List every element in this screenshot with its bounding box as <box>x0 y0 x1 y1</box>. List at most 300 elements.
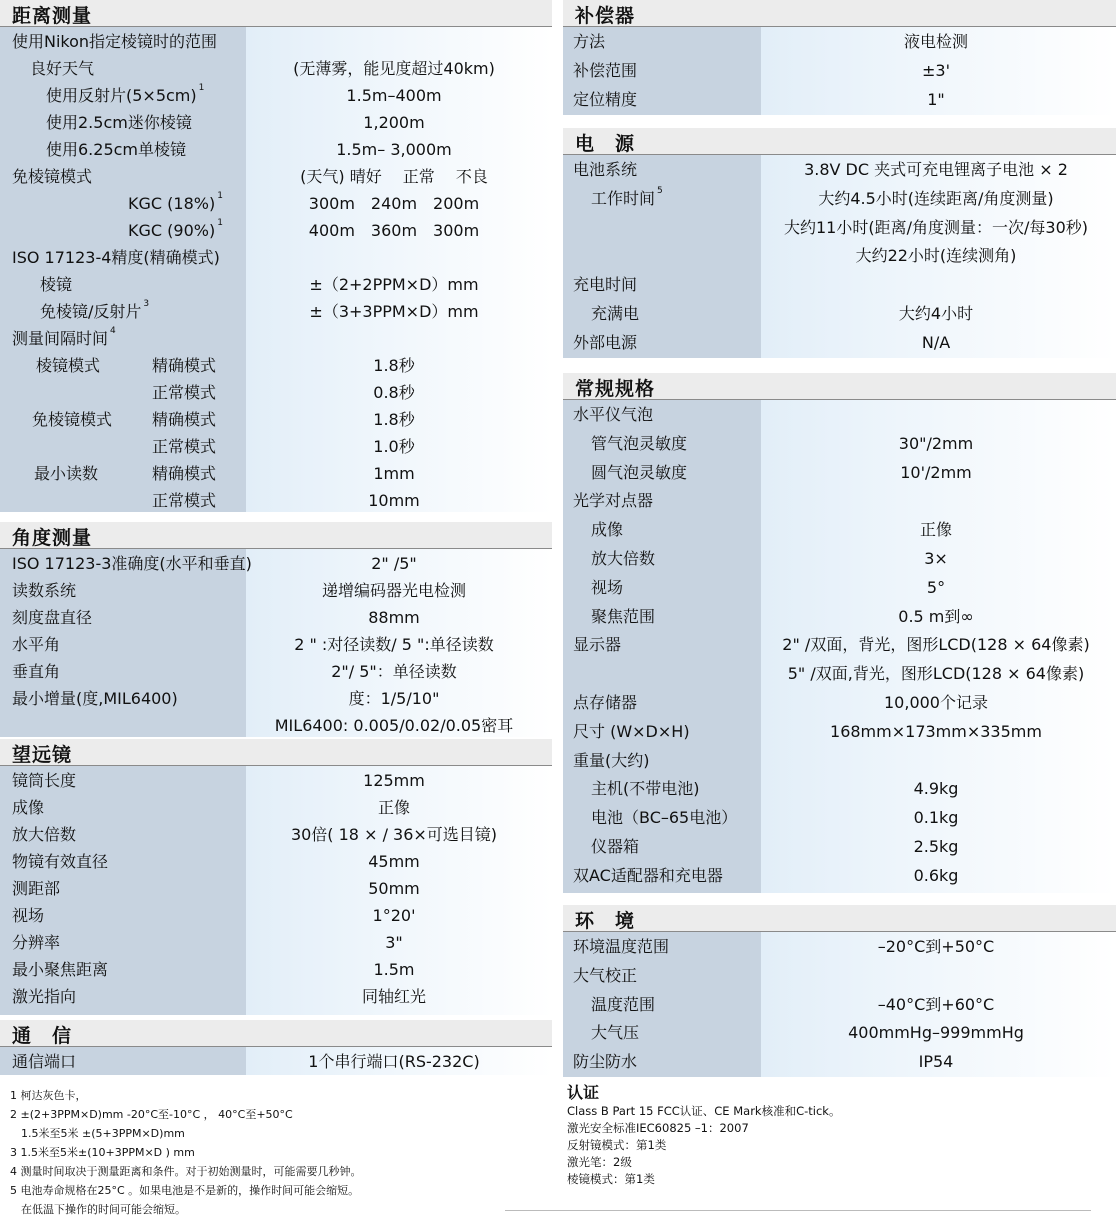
section-title: 通 信 <box>12 1025 73 1047</box>
spec-value: IP54 <box>918 1052 954 1072</box>
spec-label <box>12 163 92 190</box>
spec-value: 1.0秒 <box>373 437 415 456</box>
spec-row <box>0 433 552 460</box>
spec-row <box>0 82 552 109</box>
spec-sublabel: 精确模式 <box>152 410 217 429</box>
section-title: 环 境 <box>575 910 636 932</box>
spec-row <box>563 329 1116 358</box>
spec-row <box>0 658 552 685</box>
spec-row <box>0 929 552 956</box>
spec-label <box>573 1048 637 1077</box>
spec-value: 递增编码器光电检测 <box>321 581 466 600</box>
spec-value: 正像 <box>919 520 952 540</box>
spec-sublabel: 精确模式 <box>152 356 217 375</box>
certification-line: 激光笔：2级 <box>567 1155 632 1169</box>
section-header <box>563 0 1116 27</box>
certification-line: 棱镜模式：第1类 <box>567 1172 655 1186</box>
spec-value: 300m 240m 200m <box>308 194 480 213</box>
spec-value: N/A <box>921 332 951 352</box>
section-title: 补偿器 <box>575 5 636 27</box>
spec-label-text: 尺寸 (W×D×H) <box>573 721 690 741</box>
footnote-marker: 5 <box>657 185 663 196</box>
spec-label <box>12 767 76 794</box>
spec-label <box>573 401 653 430</box>
spec-label <box>12 658 60 685</box>
spec-label-text: ISO 17123-3准确度(水平和垂直) <box>12 554 252 573</box>
spec-value: 0.5 m到∞ <box>898 606 974 626</box>
spec-label-text: 点存储器 <box>573 693 638 712</box>
spec-value: 1.5m <box>373 960 415 979</box>
spec-label <box>573 57 637 86</box>
spec-label-text: 镜筒长度 <box>12 771 77 790</box>
spec-row <box>563 242 1116 271</box>
spec-label <box>591 185 663 214</box>
spec-label <box>573 28 605 57</box>
spec-label <box>573 156 637 185</box>
spec-label <box>591 991 655 1020</box>
spec-row <box>563 775 1116 804</box>
spec-row <box>0 821 552 848</box>
spec-value: 0.6kg <box>913 865 959 885</box>
spec-row <box>563 804 1116 833</box>
section-header <box>0 0 552 27</box>
spec-label <box>591 603 655 632</box>
spec-value: 3.8V DC 夹式可充电锂离子电池 × 2 <box>804 160 1068 179</box>
spec-label-text: KGC (90%) <box>128 221 216 240</box>
spec-label-text: 免棱镜模式 <box>32 410 113 429</box>
spec-value: 1.5m– 3,000m <box>336 140 452 159</box>
spec-label-text: 放大倍数 <box>12 825 77 844</box>
spec-label-text: 免棱镜模式 <box>12 167 93 186</box>
spec-row <box>0 406 552 433</box>
spec-label-text: 电池系统 <box>573 160 638 179</box>
spec-label-text: 通信端口 <box>12 1052 77 1071</box>
footnote-marker: 4 <box>110 326 116 336</box>
spec-section <box>0 1020 552 1075</box>
spec-label <box>573 329 637 358</box>
spec-label <box>46 82 204 109</box>
spec-label-text: 使用Nikon指定棱镜时的范围 <box>12 32 218 51</box>
spec-value: 30倍( 18 × / 36×可选目镜) <box>290 825 498 844</box>
spec-label <box>573 747 650 776</box>
footnote-line: 3 1.5米至5米±(10+3PPM×D ) mm <box>10 1146 195 1159</box>
spec-row <box>563 185 1116 214</box>
spec-row <box>563 401 1116 430</box>
spec-row <box>0 604 552 631</box>
spec-label <box>591 833 639 862</box>
spec-value: 1,200m <box>363 113 425 132</box>
spec-label-text: 放大倍数 <box>591 549 656 568</box>
spec-section <box>0 0 552 512</box>
spec-label <box>12 1048 76 1075</box>
spec-label-text: 使用2.5cm迷你棱镜 <box>46 113 192 132</box>
spec-label-text: 读数系统 <box>12 581 77 600</box>
spec-label <box>12 821 76 848</box>
spec-section <box>0 522 552 737</box>
spec-section <box>563 128 1116 358</box>
spec-value: 3× <box>924 549 948 568</box>
spec-label-text: 激光指向 <box>12 987 77 1006</box>
spec-value: 1" <box>927 89 945 109</box>
spec-value: (天气) 晴好 正常 不良 <box>300 167 488 186</box>
spec-label-text: 圆气泡灵敏度 <box>591 462 688 482</box>
spec-row <box>0 875 552 902</box>
spec-label-text: 大气校正 <box>573 965 638 985</box>
spec-value: 1.8秒 <box>373 410 415 429</box>
certification-line: 激光安全标准IEC60825 –1：2007 <box>567 1121 749 1135</box>
spec-row <box>0 190 552 217</box>
spec-label-text: 棱镜模式 <box>36 356 101 375</box>
spec-row <box>0 28 552 55</box>
spec-label <box>591 300 639 329</box>
spec-row <box>0 460 552 487</box>
spec-row <box>0 1048 552 1075</box>
spec-label-text: 水平角 <box>12 635 61 654</box>
section-header <box>563 128 1116 155</box>
spec-label-text: 棱镜 <box>40 275 73 294</box>
footnote-marker: 3 <box>143 299 150 309</box>
spec-label <box>591 545 655 574</box>
spec-value: ±（3+3PPM×D）mm <box>309 302 479 321</box>
section-title: 望远镜 <box>12 744 73 766</box>
footnote-line: 1 柯达灰色卡， <box>10 1089 87 1102</box>
spec-value: 5" /双面,背光，图形LCD(128 × 64像素) <box>787 664 1085 684</box>
footnote-line: 在低温下操作的时间可能会缩短。 <box>10 1203 186 1216</box>
spec-label <box>12 631 60 658</box>
spec-label-text: 显示器 <box>573 635 622 655</box>
spec-row <box>0 956 552 983</box>
spec-value: 2" /双面，背光，图形LCD(128 × 64像素) <box>782 635 1090 655</box>
spec-label-text: 环境温度范围 <box>573 937 670 956</box>
spec-label <box>40 298 149 325</box>
spec-label <box>591 516 623 545</box>
spec-value: –20°C到+50°C <box>877 937 995 956</box>
spec-label <box>591 775 700 804</box>
spec-row <box>563 862 1116 891</box>
spec-label <box>12 577 76 604</box>
spec-value: ±（2+2PPM×D）mm <box>309 275 479 294</box>
spec-label <box>573 271 637 300</box>
spec-row <box>563 933 1116 962</box>
spec-label <box>12 794 44 821</box>
spec-label-text: 管气泡灵敏度 <box>591 433 688 453</box>
spec-label-text: 防尘防水 <box>573 1052 638 1072</box>
spec-label-text: 物镜有效直径 <box>12 852 109 871</box>
spec-label-text: 充满电 <box>591 304 640 323</box>
section-title: 距离测量 <box>12 5 93 27</box>
spec-value: MIL6400: 0.005/0.02/0.05密耳 <box>274 716 514 735</box>
spec-label <box>591 1019 639 1048</box>
section-header <box>0 739 552 766</box>
spec-row <box>563 603 1116 632</box>
spec-row <box>563 156 1116 185</box>
spec-row <box>563 718 1116 747</box>
spec-row <box>0 685 552 712</box>
spec-label-text: 大气压 <box>591 1023 640 1043</box>
spec-label <box>32 406 112 433</box>
spec-label <box>573 933 669 962</box>
right-spec-column <box>563 0 1116 1077</box>
spec-row <box>0 550 552 577</box>
spec-section <box>563 0 1116 115</box>
spec-value: 同轴红光 <box>361 987 426 1006</box>
spec-label-text: 垂直角 <box>12 662 61 681</box>
spec-value: 10mm <box>368 491 420 510</box>
footnote-marker: 1 <box>217 218 223 228</box>
spec-row <box>0 163 552 190</box>
spec-label <box>12 550 252 577</box>
spec-label <box>12 902 44 929</box>
spec-section <box>563 905 1116 1077</box>
spec-row <box>0 136 552 163</box>
spec-value: 1°20' <box>372 906 416 925</box>
spec-row <box>563 214 1116 243</box>
spec-value: 30"/2mm <box>898 433 974 453</box>
spec-row <box>563 574 1116 603</box>
spec-value: 大约11小时(距离/角度测量：一次/每30秒) <box>784 217 1088 237</box>
spec-label-text: KGC (18%) <box>128 194 216 213</box>
spec-value: 10,000个记录 <box>884 693 988 712</box>
spec-value: 88mm <box>368 608 420 627</box>
spec-label-text: 成像 <box>12 798 45 817</box>
spec-row <box>563 1019 1116 1048</box>
spec-row <box>0 794 552 821</box>
spec-label <box>128 217 223 244</box>
spec-value: 400m 360m 300m <box>308 221 480 240</box>
spec-label-text: 重量(大约) <box>573 750 650 770</box>
spec-row <box>563 516 1116 545</box>
spec-value: 2 " :对径读数/ 5 ":单径读数 <box>294 635 494 654</box>
footnote-line: 1.5米至5米 ±(5+3PPM×D)mm <box>10 1127 185 1140</box>
spec-label <box>12 685 178 712</box>
spec-row <box>0 271 552 298</box>
spec-label-text: 充电时间 <box>573 275 638 295</box>
footnotes <box>10 1086 362 1219</box>
spec-label <box>573 487 653 516</box>
spec-value: 1.5m–400m <box>346 86 442 105</box>
spec-label <box>573 862 723 891</box>
spec-value: 50mm <box>368 879 420 898</box>
spec-label <box>591 574 623 603</box>
spec-row <box>563 28 1116 57</box>
spec-label-text: 光学对点器 <box>573 491 654 511</box>
spec-label <box>591 804 737 833</box>
spec-label <box>12 28 217 55</box>
spec-row <box>0 631 552 658</box>
spec-label <box>12 875 60 902</box>
spec-row <box>0 352 552 379</box>
section-title: 角度测量 <box>12 527 93 549</box>
spec-value: 2" /5" <box>371 554 417 573</box>
spec-sublabel: 正常模式 <box>152 491 217 510</box>
footnote-line: 2 ±(2+3PPM×D)mm -20°C至-10°C ， 40°C至+50°C <box>10 1108 293 1121</box>
section-header <box>563 905 1116 932</box>
spec-value: 2.5kg <box>913 837 959 856</box>
spec-label-text: 测量间隔时间 <box>12 329 109 348</box>
spec-label-text: ISO 17123-4精度(精确模式) <box>12 248 220 267</box>
spec-value: 度：1/5/10" <box>348 689 440 708</box>
spec-label-text: 水平仪气泡 <box>573 405 654 424</box>
spec-sublabel: 正常模式 <box>152 383 217 402</box>
spec-row <box>0 848 552 875</box>
spec-row <box>563 689 1116 718</box>
spec-label-text: 最小读数 <box>34 464 99 483</box>
spec-section <box>563 373 1116 893</box>
spec-value: 大约4.5小时(连续距离/角度测量) <box>818 188 1054 208</box>
spec-value: 大约4小时 <box>898 304 974 323</box>
spec-label-text: 免棱镜/反射片 <box>40 302 142 321</box>
spec-value: 5° <box>926 577 946 597</box>
spec-sublabel: 精确模式 <box>152 464 217 483</box>
spec-label <box>12 956 108 983</box>
spec-label-text: 电池（BC–65电池） <box>591 808 738 828</box>
spec-label <box>40 271 72 298</box>
spec-value: 168mm×173mm×335mm <box>830 721 1042 741</box>
spec-row <box>563 57 1116 86</box>
certification-line: 反射镜模式：第1类 <box>567 1138 667 1152</box>
certification-line: Class B Part 15 FCC认证、CE Mark核准和C-tick。 <box>567 1104 841 1118</box>
spec-value: 1个串行端口(RS-232C) <box>308 1052 480 1071</box>
spec-sublabel: 正常模式 <box>152 437 217 456</box>
spec-row <box>0 902 552 929</box>
spec-row <box>0 55 552 82</box>
spec-label-text: 外部电源 <box>573 332 638 352</box>
spec-row <box>563 430 1116 459</box>
spec-label <box>12 604 92 631</box>
spec-value: 1.8秒 <box>373 356 415 375</box>
spec-value: (无薄雾，能见度超过40km) <box>293 59 495 78</box>
spec-label <box>12 848 108 875</box>
spec-label-text: 主机(不带电池) <box>591 779 700 799</box>
spec-label <box>573 718 690 747</box>
spec-label-text: 温度范围 <box>591 994 656 1014</box>
section-header <box>0 1020 552 1047</box>
spec-value: 125mm <box>363 771 425 790</box>
spec-row <box>563 1048 1116 1077</box>
spec-row <box>563 300 1116 329</box>
spec-label-text: 聚焦范围 <box>591 606 656 626</box>
spec-label-text: 最小聚焦距离 <box>12 960 109 979</box>
spec-label-text: 使用6.25cm单棱镜 <box>46 140 187 159</box>
spec-row <box>0 767 552 794</box>
footnote-marker: 1 <box>198 83 205 93</box>
spec-label <box>128 190 223 217</box>
spec-value: 液电检测 <box>903 32 968 51</box>
spec-value: –40°C到+60°C <box>877 994 995 1014</box>
section-title: 常规规格 <box>575 378 656 400</box>
spec-label <box>12 325 116 352</box>
spec-row <box>563 487 1116 516</box>
spec-row <box>0 577 552 604</box>
certification-lines <box>567 1103 840 1188</box>
spec-row <box>563 833 1116 862</box>
certification-block <box>567 1084 840 1188</box>
spec-label-text: 测距部 <box>12 879 61 898</box>
spec-row <box>563 545 1116 574</box>
spec-value: 0.8秒 <box>373 383 415 402</box>
spec-label-text: 定位精度 <box>573 89 638 109</box>
spec-row <box>563 631 1116 660</box>
spec-label-text: 视场 <box>591 577 624 597</box>
spec-value: 大约22小时(连续测角) <box>855 246 1017 266</box>
spec-label-text: 分辨率 <box>12 933 61 952</box>
spec-row <box>563 660 1116 689</box>
footnote-line: 4 测量时间取决于测量距离和条件。对于初始测量时，可能需要几秒钟。 <box>10 1165 362 1178</box>
spec-label <box>30 55 94 82</box>
spec-value: 400mmHg–999mmHg <box>848 1023 1024 1043</box>
footnote-line: 5 电池寿命规格在25°C 。如果电池是不是新的，操作时间可能会缩短。 <box>10 1184 360 1197</box>
footnote-marker: 1 <box>217 191 223 201</box>
spec-value: 10'/2mm <box>900 462 972 482</box>
spec-row <box>563 86 1116 115</box>
spec-label-text: 良好天气 <box>30 59 95 78</box>
left-spec-column <box>0 0 552 1075</box>
spec-label <box>12 983 76 1010</box>
spec-value: 45mm <box>368 852 420 871</box>
spec-row <box>0 379 552 406</box>
spec-value: 3" <box>385 933 403 952</box>
spec-row <box>563 271 1116 300</box>
spec-row <box>563 459 1116 488</box>
spec-value: 正像 <box>377 798 410 817</box>
spec-row <box>0 217 552 244</box>
spec-label-text: 工作时间 <box>591 188 656 208</box>
section-title: 电 源 <box>575 133 636 155</box>
spec-value: ±3' <box>922 60 950 80</box>
spec-row <box>563 747 1116 776</box>
spec-label-text: 使用反射片(5×5cm) <box>46 86 197 105</box>
spec-label <box>591 459 687 488</box>
spec-label-text: 仪器箱 <box>591 837 640 856</box>
spec-row <box>0 487 552 514</box>
spec-label-text: 方法 <box>573 32 606 51</box>
certification-title: 认证 <box>567 1083 600 1102</box>
spec-label-text: 刻度盘直径 <box>12 608 93 627</box>
section-header <box>563 373 1116 400</box>
spec-label <box>46 136 186 163</box>
spec-value: 0.1kg <box>913 808 959 828</box>
spec-label-text: 视场 <box>12 906 45 925</box>
spec-row <box>0 109 552 136</box>
spec-label <box>573 689 637 718</box>
spec-label-text: 双AC适配器和充电器 <box>573 865 723 885</box>
spec-row <box>0 983 552 1010</box>
spec-label-text: 成像 <box>591 520 624 540</box>
spec-label <box>573 86 637 115</box>
spec-row <box>0 244 552 271</box>
spec-row <box>0 712 552 739</box>
spec-label <box>591 430 687 459</box>
spec-row <box>0 325 552 352</box>
section-header <box>0 522 552 549</box>
spec-row <box>563 962 1116 991</box>
spec-label-text: 补偿范围 <box>573 60 638 80</box>
spec-label <box>36 352 100 379</box>
spec-section <box>0 739 552 1015</box>
spec-label <box>12 244 220 271</box>
bottom-divider <box>505 1210 1091 1211</box>
spec-label-text: 最小增量(度,MIL6400) <box>12 689 178 708</box>
spec-label <box>34 460 98 487</box>
spec-row <box>563 991 1116 1020</box>
spec-value: 1mm <box>373 464 415 483</box>
spec-value: 4.9kg <box>913 779 959 799</box>
spec-row <box>0 298 552 325</box>
spec-label <box>46 109 192 136</box>
spec-value: 2"/ 5"：单径读数 <box>331 662 457 681</box>
spec-label <box>12 929 60 956</box>
spec-label <box>573 962 637 991</box>
